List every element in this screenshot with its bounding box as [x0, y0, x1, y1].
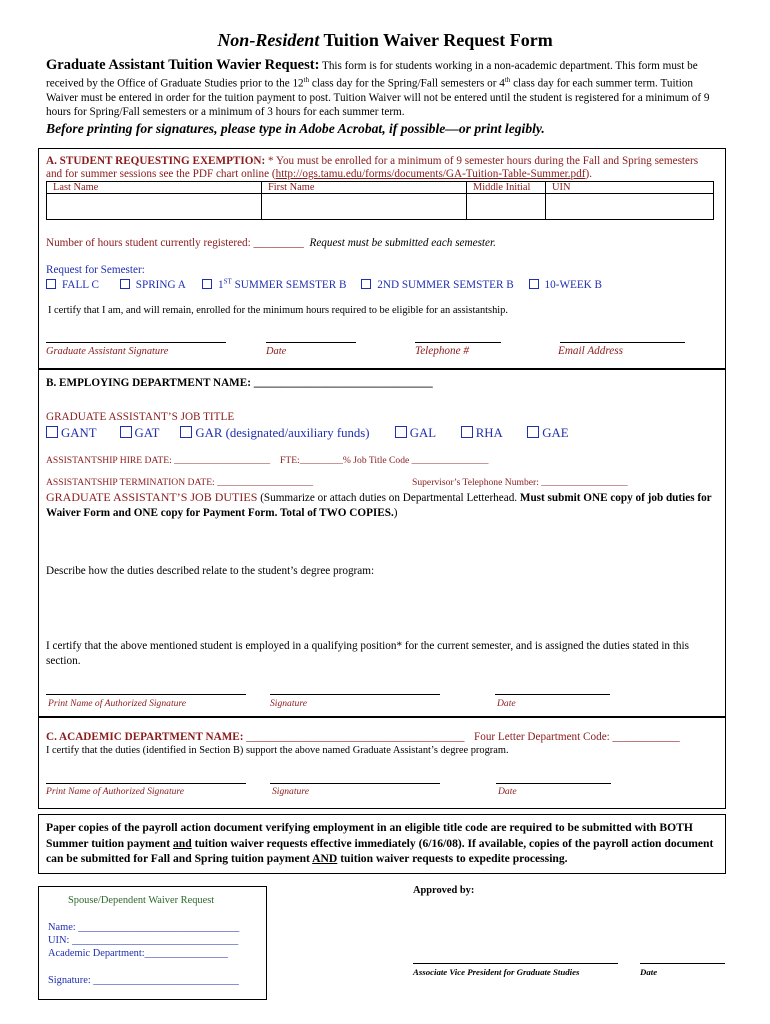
spouse-signature-field[interactable]: Signature: ____________________________ [48, 975, 239, 986]
semester-label: Request for Semester: [46, 264, 145, 276]
job-gant-label: GANT [61, 426, 97, 440]
b-signature-label: Signature [270, 698, 307, 709]
sig-line[interactable] [46, 783, 246, 784]
spouse-dept-field[interactable]: Academic Department:________________ [48, 948, 228, 959]
middle-initial-field[interactable] [467, 194, 546, 220]
section-c-heading-row [46, 731, 464, 743]
section-a-certify: I certify that I am, and will remain, enrolled for the minimum hours required to be eligible for an assistantship. [48, 305, 508, 316]
col-middle-initial: Middle Initial [467, 182, 546, 194]
job-duties-bold-2: job duties for Waiver Form and ONE copy for Payment Form. Total of TWO COPIES. [46, 492, 712, 519]
sig-line[interactable] [266, 342, 356, 343]
job-gae[interactable] [527, 426, 568, 440]
job-rha-label: RHA [475, 426, 503, 440]
job-gar[interactable] [180, 426, 369, 440]
semester-summer-1-rest: SUMMER SEMSTER B [231, 278, 347, 291]
sig-line[interactable] [415, 342, 501, 343]
spouse-uin-field[interactable]: UIN: ________________________________ [48, 935, 239, 946]
section-c-certify: I certify that the duties (identified in Section B) support the above named Graduate Assistant’s degree program. [46, 745, 509, 756]
checkbox-icon[interactable] [46, 279, 56, 289]
hours-row [46, 237, 496, 249]
job-title-options [46, 426, 569, 441]
print-instruction: Before printing for signatures, please type in Adobe Acrobat, if possible—or print legibly. [46, 121, 545, 136]
intro-lead: Graduate Assistant Tuition Wavier Request: [46, 57, 320, 73]
semester-summer-2[interactable] [361, 279, 513, 291]
sig-line[interactable] [270, 783, 440, 784]
semester-spring-label: SPRING A [135, 278, 186, 291]
sig-line[interactable] [496, 783, 611, 784]
notice-p2: tuition waiver requests effective immediately (6/16/08). If available, copies of the payroll action document can be submitted for Fall and Spring tuition payment [46, 836, 714, 865]
sig-line[interactable] [560, 342, 685, 343]
c-date-label: Date [498, 786, 517, 797]
job-rha[interactable] [461, 426, 502, 440]
uin-field[interactable] [546, 194, 714, 220]
notice-u2: AND [312, 852, 338, 865]
job-gae-label: GAE [542, 426, 569, 440]
section-a-note-2-row [46, 168, 592, 180]
intro-text-1: This form is for students working in a non-academic department. This form must be received by the Office of Graduate Studies prior to the 12 [46, 60, 698, 90]
job-duties-label: GRADUATE ASSISTANT’S JOB DUTIES [46, 490, 258, 504]
checkbox-icon[interactable] [529, 279, 539, 289]
hours-note: Request must be submitted each semester. [309, 237, 496, 249]
job-gant[interactable] [46, 426, 96, 440]
job-duties-note: (Summarize or attach duties on Departmental Letterhead. [257, 492, 520, 504]
intro-sup-2: th [504, 76, 511, 84]
semester-summer-1-label: 1 [218, 278, 224, 291]
semester-10-week[interactable] [529, 279, 602, 291]
semester-fall[interactable] [46, 279, 99, 291]
c-print-name-label: Print Name of Authorized Signature [46, 786, 185, 797]
job-duties-bold-1: Must submit ONE copy of [519, 492, 645, 504]
b-print-name-label: Print Name of Authorized Signature [48, 698, 187, 709]
checkbox-icon[interactable] [120, 426, 132, 438]
semester-summer-1-sup: ST [223, 277, 232, 285]
approved-by-label: Approved by: [413, 885, 475, 896]
tuition-table-link[interactable]: http://ogs.tamu.edu/forms/documents/GA-Tuition-Table-Summer.pdf [275, 168, 586, 180]
section-a-heading-row [46, 155, 698, 167]
checkbox-icon[interactable] [395, 426, 407, 438]
section-a-note-1: * You must be enrolled for a minimum of 9 semester hours during the Fall and Spring semesters [265, 155, 699, 167]
sig-line[interactable] [413, 963, 618, 964]
sig-line[interactable] [46, 694, 246, 695]
section-a-heading: A. STUDENT REQUESTING EXEMPTION: [46, 155, 266, 167]
intro-text-2: class day for the Spring/Fall semesters or 4 [309, 77, 505, 90]
ga-date-label: Date [266, 346, 287, 357]
hours-label[interactable]: Number of hours student currently registered: _________ [46, 237, 304, 249]
checkbox-icon[interactable] [180, 426, 192, 438]
sig-line[interactable] [640, 963, 725, 964]
spouse-title: Spouse/Dependent Waiver Request [68, 895, 215, 906]
b-date-label: Date [497, 698, 516, 709]
checkbox-icon[interactable] [202, 279, 212, 289]
supervisor-phone-field[interactable]: Supervisor’s Telephone Number: __________________ [412, 477, 628, 488]
semester-summer-1[interactable] [202, 279, 346, 291]
checkbox-icon[interactable] [120, 279, 130, 289]
c-signature-label: Signature [272, 786, 309, 797]
section-a-note-2-end: ). [585, 168, 593, 180]
email-label: Email Address [558, 345, 623, 357]
checkbox-icon[interactable] [46, 426, 58, 438]
semester-summer-2-label: 2ND SUMMER SEMSTER B [377, 278, 514, 291]
notice-u1: and [173, 836, 192, 850]
describe-prompt: Describe how the duties described relate to the student’s degree program: [46, 565, 375, 577]
notice-text [46, 820, 722, 867]
job-gal-label: GAL [409, 426, 436, 440]
notice-p3: tuition waiver requests to expedite processing. [337, 852, 568, 865]
section-b-heading: B. EMPLOYING DEPARTMENT NAME: ________________________________ [46, 377, 433, 389]
sig-line[interactable] [270, 694, 440, 695]
checkbox-icon[interactable] [461, 426, 473, 438]
avp-label: Associate Vice President for Graduate Studies [413, 967, 580, 977]
sig-line[interactable] [495, 694, 610, 695]
intro-sup-1: th [303, 76, 310, 84]
telephone-label: Telephone # [415, 345, 469, 357]
checkbox-icon[interactable] [361, 279, 371, 289]
form-title [0, 30, 770, 51]
col-last-name: Last Name [47, 182, 262, 194]
semester-options [46, 277, 602, 291]
semester-spring[interactable] [120, 279, 185, 291]
first-name-field[interactable] [262, 194, 467, 220]
section-c-heading: C. ACADEMIC DEPARTMENT NAME: [46, 731, 244, 743]
col-first-name: First Name [262, 182, 467, 194]
sig-line[interactable] [46, 342, 226, 343]
dept-code-field[interactable]: Four Letter Department Code: ____________ [474, 731, 680, 743]
section-a-note-2: and for summer sessions see the PDF chart online ( [46, 168, 276, 180]
col-uin: UIN [546, 182, 714, 194]
section-b-certify: I certify that the above mentioned student is employed in a qualifying position* for the current semester, and is assigned the duties stated in this section. [46, 640, 689, 667]
approved-date-label: Date [640, 967, 658, 977]
title-italic: Non-Resident [217, 30, 320, 50]
job-title-label: GRADUATE ASSISTANT’S JOB TITLE [46, 411, 235, 423]
checkbox-icon[interactable] [527, 426, 539, 438]
semester-fall-label: FALL C [62, 278, 99, 291]
intro-text-3: class day for each summer term. Tuition Waiver must be entered in order for the tuition payment to post. Tuition Waiver will not be entered until the student is registered for a minimum of 9 hours for Spring/Fall semesters or a minimum of 3 hours for each summer term. [46, 77, 710, 118]
fte-field[interactable]: FTE:_________% Job Title Code ________________ [280, 455, 489, 466]
job-duties-end: ) [393, 507, 398, 519]
hire-date-field[interactable]: ASSISTANTSHIP HIRE DATE: ____________________ [46, 455, 271, 466]
spouse-name-field[interactable]: Name: _______________________________ [48, 922, 240, 933]
intro-paragraph [46, 58, 726, 119]
job-gat-label: GAT [134, 426, 160, 440]
job-gar-label: GAR (designated/auxiliary funds) [195, 426, 370, 440]
termination-date-field[interactable]: ASSISTANTSHIP TERMINATION DATE: ____________________ [46, 477, 314, 488]
ga-signature-label: Graduate Assistant Signature [46, 346, 169, 357]
job-duties-paragraph [46, 490, 718, 521]
student-name-table [46, 181, 714, 220]
job-gat[interactable] [120, 426, 160, 440]
last-name-field[interactable] [47, 194, 262, 220]
title-rest: Tuition Waiver Request Form [319, 30, 553, 50]
semester-10-week-label: 10-WEEK B [544, 278, 603, 291]
section-c-heading-line[interactable]: _______________________________________ [243, 731, 465, 743]
notice-p1: Paper copies of the payroll action document verifying employment in an eligible title code are required to be submitted with BOTH Summer tuition payment [46, 821, 693, 850]
job-gal[interactable] [395, 426, 436, 440]
